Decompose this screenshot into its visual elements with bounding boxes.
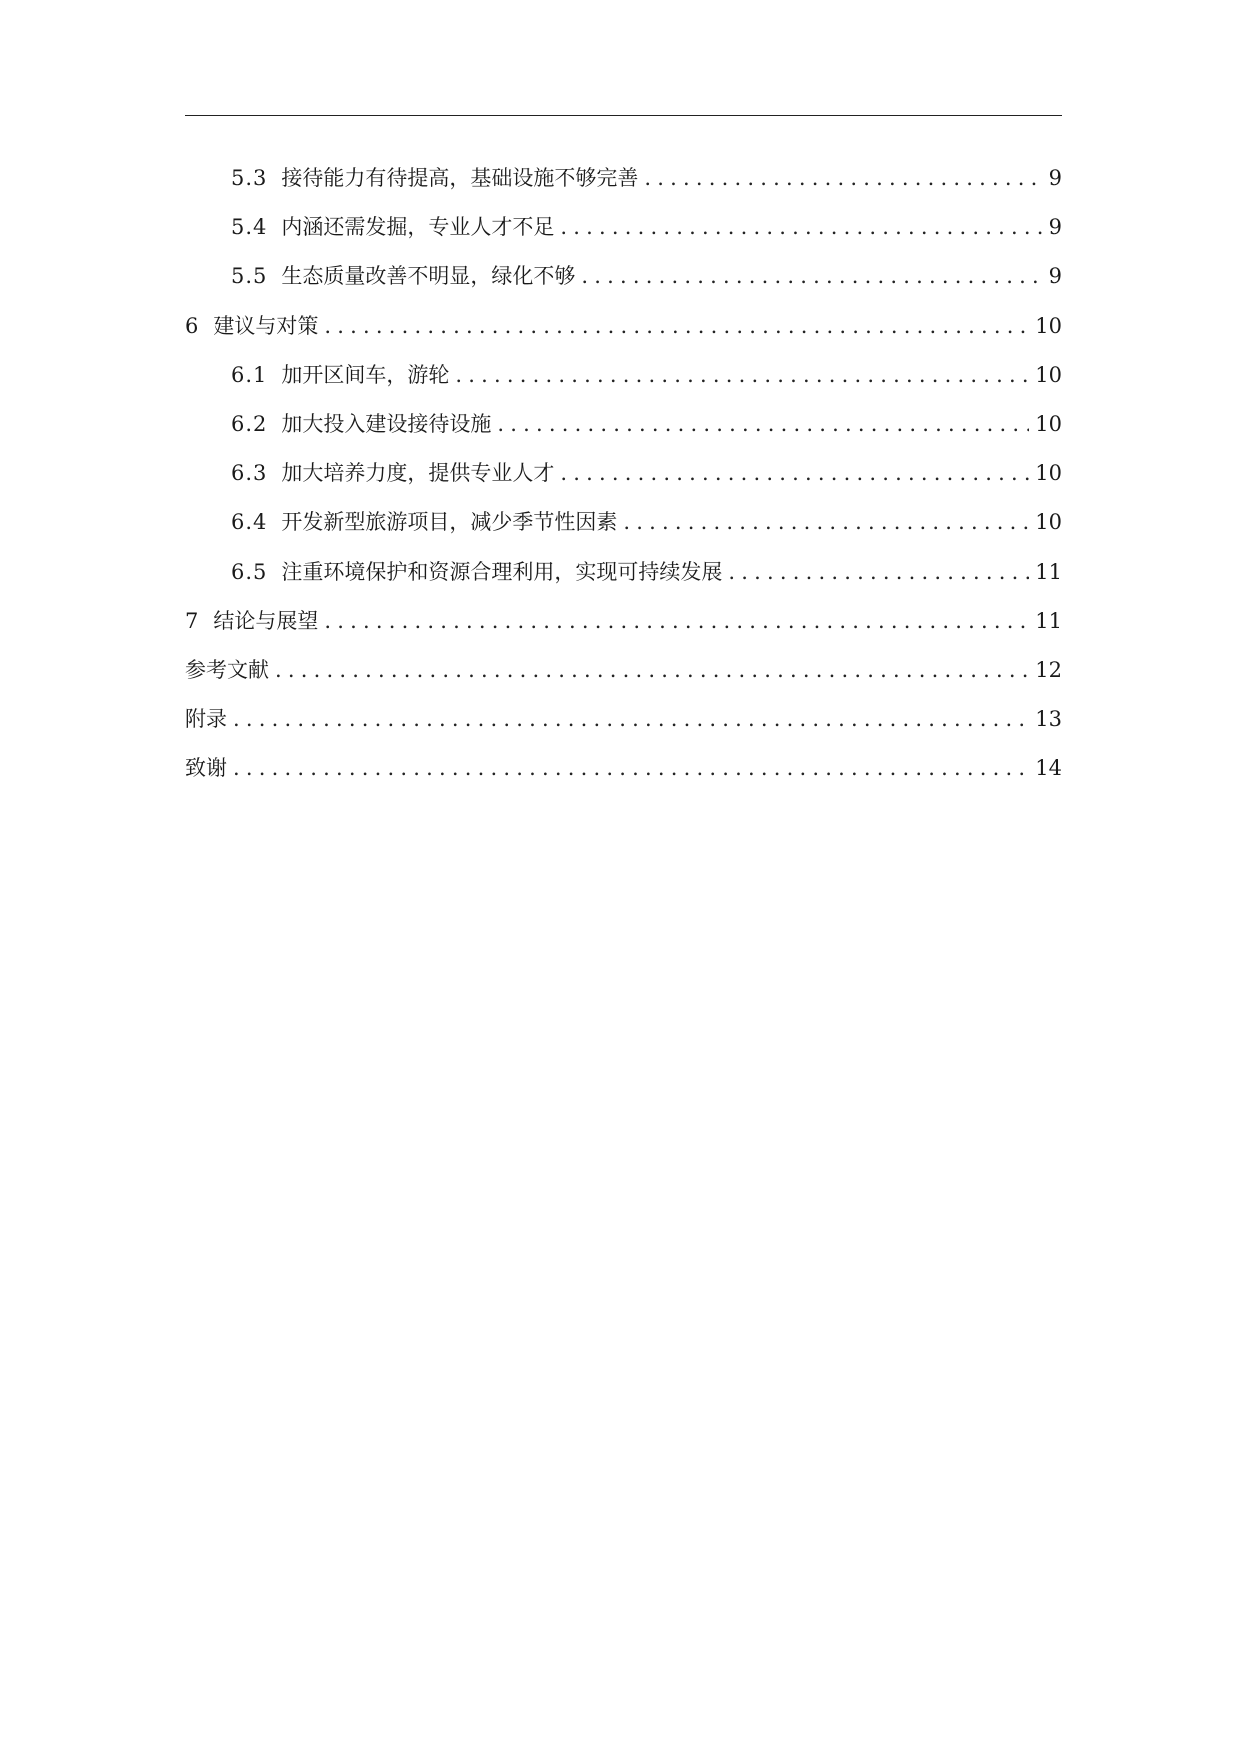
toc-entry[interactable] bbox=[185, 597, 1062, 646]
dot-leader bbox=[560, 203, 1042, 252]
toc-entry-page: 11 bbox=[1035, 608, 1062, 633]
dot-leader bbox=[560, 449, 1029, 498]
toc-entry-page: 10 bbox=[1035, 313, 1062, 338]
header-rule bbox=[185, 115, 1062, 116]
toc-entry-number: 6.5 bbox=[231, 559, 268, 584]
toc-entry-title: 建议与对策 bbox=[213, 313, 319, 338]
toc-entry-title: 接待能力有待提高，基础设施不够完善 bbox=[281, 166, 639, 190]
toc-entry-title: 注重环境保护和资源合理利用，实现可持续发展 bbox=[281, 559, 723, 584]
toc-entry[interactable] bbox=[185, 646, 1062, 695]
toc-entry-number: 6.1 bbox=[231, 362, 268, 387]
dot-leader bbox=[233, 744, 1029, 793]
toc-entry[interactable] bbox=[185, 695, 1062, 744]
toc-entry-number: 6.3 bbox=[231, 461, 268, 486]
toc-entry-title: 加大投入建设接待设施 bbox=[281, 411, 492, 436]
toc-entry-page: 11 bbox=[1035, 559, 1062, 584]
dot-leader bbox=[324, 597, 1029, 646]
toc-entry-title: 致谢 bbox=[185, 756, 227, 781]
toc-entry-page: 14 bbox=[1035, 756, 1062, 781]
toc-entry-page: 10 bbox=[1035, 411, 1062, 436]
toc-entry-title: 加开区间车，游轮 bbox=[281, 362, 450, 387]
toc-entry-page: 9 bbox=[1048, 166, 1062, 190]
toc-entry[interactable] bbox=[185, 351, 1062, 400]
dot-leader bbox=[581, 252, 1042, 301]
dot-leader bbox=[233, 695, 1029, 744]
dot-leader bbox=[728, 548, 1029, 597]
table-of-contents bbox=[185, 154, 1062, 793]
toc-entry[interactable] bbox=[185, 154, 1062, 203]
toc-entry-page: 10 bbox=[1035, 510, 1062, 535]
toc-entry-title: 生态质量改善不明显，绿化不够 bbox=[281, 264, 576, 289]
toc-entry-page: 10 bbox=[1035, 362, 1062, 387]
toc-entry[interactable] bbox=[185, 498, 1062, 547]
dot-leader bbox=[324, 302, 1029, 351]
toc-entry-title: 附录 bbox=[185, 707, 227, 732]
toc-entry[interactable] bbox=[185, 449, 1062, 498]
toc-entry[interactable] bbox=[185, 400, 1062, 449]
toc-entry-page: 9 bbox=[1048, 215, 1062, 240]
toc-entry-page: 9 bbox=[1048, 264, 1062, 289]
toc-entry[interactable] bbox=[185, 548, 1062, 597]
toc-entry-number: 5.3 bbox=[231, 166, 268, 190]
dot-leader bbox=[455, 351, 1029, 400]
toc-entry-number: 6 bbox=[185, 313, 200, 338]
dot-leader bbox=[275, 646, 1029, 695]
toc-entry[interactable] bbox=[185, 744, 1062, 793]
toc-entry[interactable] bbox=[185, 302, 1062, 351]
toc-entry-number: 5.5 bbox=[231, 264, 268, 289]
toc-entry-page: 13 bbox=[1035, 707, 1062, 732]
toc-entry-number: 5.4 bbox=[231, 215, 268, 240]
toc-entry-number: 6.2 bbox=[231, 411, 268, 436]
dot-leader bbox=[644, 154, 1042, 203]
toc-entry-title: 开发新型旅游项目，减少季节性因素 bbox=[281, 510, 618, 535]
dot-leader bbox=[497, 400, 1029, 449]
toc-entry[interactable] bbox=[185, 203, 1062, 252]
toc-entry-title: 加大培养力度，提供专业人才 bbox=[281, 461, 555, 486]
toc-entry-title: 结论与展望 bbox=[213, 608, 319, 633]
toc-entry[interactable] bbox=[185, 252, 1062, 301]
toc-entry-title: 参考文献 bbox=[185, 657, 269, 682]
toc-entry-title: 内涵还需发掘，专业人才不足 bbox=[281, 215, 555, 240]
toc-entry-page: 12 bbox=[1035, 657, 1062, 682]
dot-leader bbox=[623, 498, 1029, 547]
toc-entry-number: 6.4 bbox=[231, 510, 268, 535]
toc-entry-page: 10 bbox=[1035, 461, 1062, 486]
toc-entry-number: 7 bbox=[185, 608, 200, 633]
